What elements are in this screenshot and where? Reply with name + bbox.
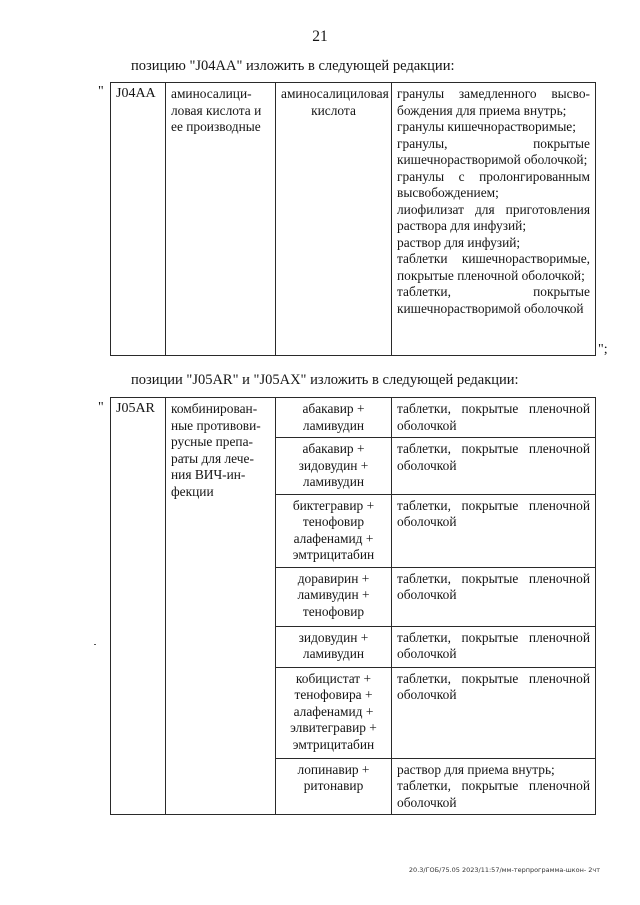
atc-code-cell: J04AA (111, 83, 166, 356)
dosage-forms-cell (392, 398, 596, 438)
inn-cell: лопинавир + ритонавир (276, 758, 392, 815)
dosage-form: таблетки, покрытые пленочной оболочкой (397, 778, 590, 810)
inn-cell: доравирин + ламивудин + тенофовир (276, 567, 392, 626)
inn-cell: абакавир + ламивудин (276, 398, 392, 438)
table-row (111, 83, 596, 356)
dosage-forms-cell (392, 626, 596, 667)
section1-close-quote: "; (598, 342, 608, 357)
dosage-form: раствор для инфузий; (397, 234, 521, 250)
inn-cell: кобицистат + тенофовира + алафенамид + элвитегравир + эмтрицитабин (276, 667, 392, 758)
dosage-forms-cell (392, 438, 596, 495)
dosage-form: таблетки, покрытые пленочной оболочкой (397, 570, 590, 602)
dosage-form: гранулы, покрытые кишечнорастворимой оболочкой; (397, 135, 590, 167)
dosage-form: таблетки, покрытые пленочной оболочкой (397, 441, 590, 473)
dosage-form: таблетки, покрытые пленочной оболочкой (397, 401, 590, 433)
group-cell: аминосалици- ловая кислота и ее производные (166, 83, 276, 356)
dosage-form: гранулы кишечнорастворимые; (397, 119, 576, 134)
section2-table (110, 397, 596, 815)
inn-cell: аминосалициловая кислота (276, 83, 392, 356)
dosage-form: таблетки, покрытые пленочной оболочкой (397, 629, 590, 661)
dosage-form: гранулы с пролонгированным высвобождением; (397, 168, 590, 200)
dosage-form: таблетки кишечнорастворимые, покрытые пленочной оболочкой; (397, 251, 590, 283)
dosage-forms-cell (392, 758, 596, 815)
section2-intro: позиции "J05AR" и "J05AX" изложить в следующей редакции: (131, 372, 519, 388)
table-row (111, 398, 596, 438)
dosage-form: лиофилизат для приготовления раствора для инфузий; (397, 201, 590, 233)
inn-cell: абакавир + зидовудин + ламивудин (276, 438, 392, 495)
dosage-form: таблетки, покрытые пленочной оболочкой (397, 497, 590, 529)
dosage-forms-cell (392, 83, 596, 356)
inn-cell: биктегравир + тенофовир алафенамид + эмтрицитабин (276, 494, 392, 567)
dosage-form: таблетки, покрытые кишечнорастворимой оболочкой (397, 284, 590, 316)
atc-code-cell: J05AR (111, 398, 166, 815)
dosage-form: таблетки, покрытые пленочной оболочкой (397, 670, 590, 702)
page-number: 21 (312, 28, 328, 45)
footer-stamp: 20.3/ГОБ/75.05 2023/11:57/мм-терпрограмма-шкон- 2чт (408, 866, 600, 874)
dosage-forms-cell (392, 667, 596, 758)
inn-cell: зидовудин + ламивудин (276, 626, 392, 667)
dosage-forms-cell (392, 494, 596, 567)
group-cell: комбинирован- ные противови- русные препа- раты для лече- ния ВИЧ-ин- фекции (166, 398, 276, 815)
dosage-forms-cell (392, 567, 596, 626)
scan-speck (94, 644, 96, 645)
section1-open-quote: " (98, 84, 104, 99)
dosage-form: раствор для приема внутрь; (397, 761, 555, 777)
section2-open-quote: " (98, 400, 104, 415)
section1-table (110, 82, 596, 356)
section1-intro: позицию "J04AA" изложить в следующей редакции: (131, 58, 455, 74)
dosage-form: гранулы замедленного высво-бождения для приема внутрь; (397, 86, 590, 118)
